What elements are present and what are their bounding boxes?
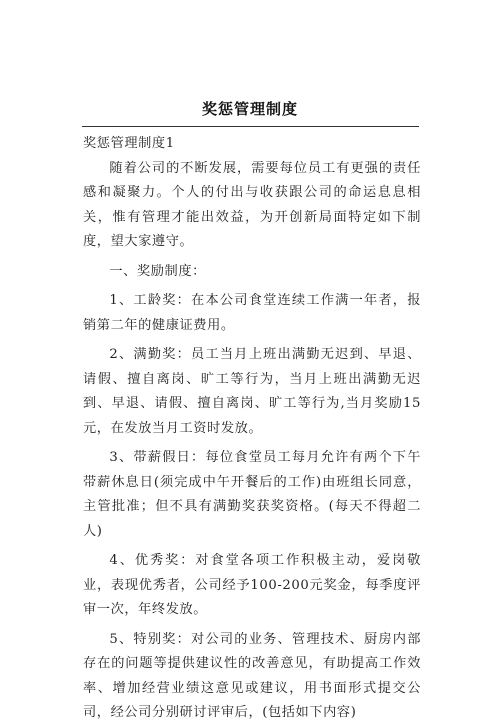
document-title: 奖惩管理制度 [201, 100, 298, 118]
document-subtitle: 奖惩管理制度1 [83, 136, 175, 151]
rule-full-attendance-award: 2、满勤奖：员工当月上班出满勤无迟到、早退、请假、擅自离岗、旷工等行为，当月上班出满勤无迟到、早退、请假、擅自离岗、旷工等行为,当月奖励15元，在发放当月工资时发放。 [83, 347, 421, 436]
document-body [83, 132, 421, 726]
rule-excellence-award: 4、优秀奖：对食堂各项工作积极主动，爱岗敬业，表现优秀者，公司经予100-200元奖金，每季度评审一次，年终发放。 [83, 553, 421, 617]
title-underline [82, 126, 419, 127]
intro-paragraph: 随着公司的不断发展，需要每位员工有更强的责任感和凝聚力。个人的付出与收获跟公司的命运息息相关，惟有管理才能出效益，为开创新局面特定如下制度，望大家遵守。 [83, 160, 421, 249]
rule-paid-leave: 3、带薪假日：每位食堂员工每月允许有两个下午带薪休息日(须完成中午开餐后的工作)由班组长同意，主管批准；但不具有满勤奖获奖资格。(每天不得超二人) [83, 450, 421, 539]
rule-special-award: 5、特别奖：对公司的业务、管理技术、厨房内部存在的问题等提供建议性的改善意见，有助提高工作效率、增加经营业绩这意见或建议，用书面形式提交公司，经公司分别研讨评审后，(包括如下内容) [83, 631, 421, 720]
section-heading-rewards: 一、奖励制度： [109, 263, 206, 279]
rule-seniority-award: 1、工龄奖：在本公司食堂连续工作满一年者，报销第二年的健康证费用。 [83, 293, 421, 333]
